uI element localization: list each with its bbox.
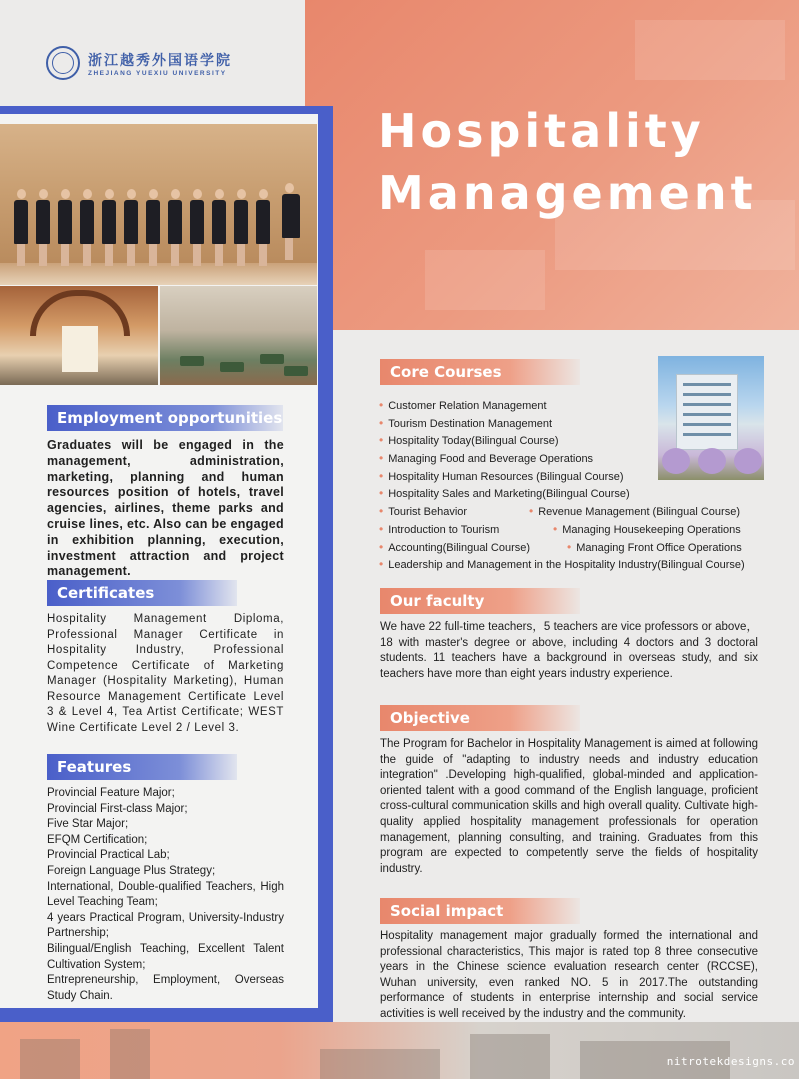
- list-item: • Hospitality Human Resources (Bilingual Course): [379, 468, 624, 487]
- objective-text: The Program for Bachelor in Hospitality Management is aimed at following the guide of "adapting to industry needs and industry education integration" .Developing high-qualified, global-minded and application-oriented talent with a good command of the English language, proficient cross-cultural communication skills and high overall quality. Cultivate high-quality applied hospitality management professionals for operation management, planning consulting, and training. Graduates from this program are expected to competently serve the fields of hospitality industry.: [380, 738, 758, 875]
- logo-english-name: ZHEJIANG YUEXIU UNIVERSITY: [88, 69, 227, 77]
- hero-ghost-building: [635, 20, 785, 80]
- lobby-photo: [0, 286, 158, 385]
- campus-silhouette: [20, 1039, 80, 1079]
- employment-text: Graduates will be engaged in the management, administration, marketing, planning and human resources position of hotels, travel agencies, airlines, theme parks and cruise lines, etc. Also can be engaged in exhibition planning, execution, investment attraction and project management.: [47, 438, 284, 579]
- list-item: • Tourist Behavior: [379, 503, 467, 522]
- campus-silhouette: [110, 1029, 150, 1079]
- list-item: • Customer Relation Management: [379, 397, 547, 416]
- staff-group-photo: [0, 124, 317, 285]
- logo-chinese-name: 浙江越秀外国语学院: [88, 52, 232, 69]
- list-item: • Introduction to Tourism: [379, 521, 499, 540]
- list-item: • Managing Housekeeping Operations: [553, 521, 741, 540]
- title-line-2: Management: [378, 166, 757, 220]
- list-item: Foreign Language Plus Strategy;: [47, 864, 216, 877]
- watermark: nitrotekdesigns.co: [666, 1055, 795, 1068]
- seal-icon: [46, 46, 80, 80]
- list-item: • Tourism Destination Management: [379, 415, 552, 434]
- employment-heading: Employment opportunities: [47, 405, 283, 431]
- list-item: • Hospitality Today(Bilingual Course): [379, 432, 559, 451]
- faculty-heading: Our faculty: [380, 588, 580, 614]
- objective-heading: Objective: [380, 705, 580, 731]
- logo-wordmark: [88, 50, 232, 77]
- core-courses-list: [379, 397, 769, 574]
- features-list: [47, 786, 284, 1004]
- certificates-heading: Certificates: [47, 580, 237, 606]
- list-item: Provincial First-class Major;: [47, 802, 188, 815]
- list-item: Provincial Practical Lab;: [47, 849, 170, 862]
- university-logo: [46, 46, 232, 80]
- list-item: Five Star Major;: [47, 818, 129, 831]
- title-line-1: Hospitality: [378, 104, 705, 158]
- page-title: [378, 100, 757, 224]
- list-item: • Managing Food and Beverage Operations: [379, 450, 593, 469]
- list-item: • Revenue Management (Bilingual Course): [529, 503, 740, 522]
- hero-ghost-building: [425, 250, 545, 310]
- social-impact-heading: Social impact: [380, 898, 580, 924]
- dining-room-photo: [160, 286, 317, 385]
- campus-silhouette: [470, 1034, 550, 1079]
- certificates-text: Hospitality Management Diploma, Professional Manager Certificate in Hospitality Industry, Professional Competence Certificate of Marketing Manager (Hospitality Marketing), Human Resource Management Certificate Level 3 & Level 4, Tea Artist Certificate; WEST Wine Certificate Level 2 / Level 3.: [47, 613, 284, 734]
- faculty-text: We have 22 full-time teachers，5 teachers are vice professors or above，18 with master's degree or above, including 4 doctors and 3 doctoral students. 11 teachers have a background in overseas study, and six teachers have more than eight years industry experience.: [380, 621, 758, 680]
- list-item: Bilingual/English Teaching, Excellent Talent Cultivation System;: [47, 942, 284, 971]
- list-item: EFQM Certification;: [47, 833, 148, 846]
- social-impact-text: Hospitality management major gradually formed the international and professional characteristics, This major is rated top 8 three consecutive years in the Chinese science evaluation research center (RCCSE), Wuhan university, even ranked NO. 5 in 2017.The outstanding performance of students in enterprise internship and social service activities is well received by the industry and the community.: [380, 930, 758, 1020]
- list-item: • Leadership and Management in the Hospitality Industry(Bilingual Course): [379, 556, 745, 575]
- list-item: Provincial Feature Major;: [47, 787, 175, 799]
- core-courses-heading: Core Courses: [380, 359, 580, 385]
- campus-silhouette: [320, 1049, 440, 1079]
- list-item: • Accounting(Bilingual Course): [379, 539, 530, 558]
- list-item: • Hospitality Sales and Marketing(Bilingual Course): [379, 485, 630, 504]
- list-item: International, Double-qualified Teachers, High Level Teaching Team;: [47, 880, 284, 909]
- list-item: • Managing Front Office Operations: [567, 539, 742, 558]
- list-item: 4 years Practical Program, University-Industry Partnership;: [47, 911, 284, 940]
- list-item: Entrepreneurship, Employment, Overseas Study Chain.: [47, 974, 284, 1002]
- bottom-campus-band: [0, 1022, 799, 1079]
- features-heading: Features: [47, 754, 237, 780]
